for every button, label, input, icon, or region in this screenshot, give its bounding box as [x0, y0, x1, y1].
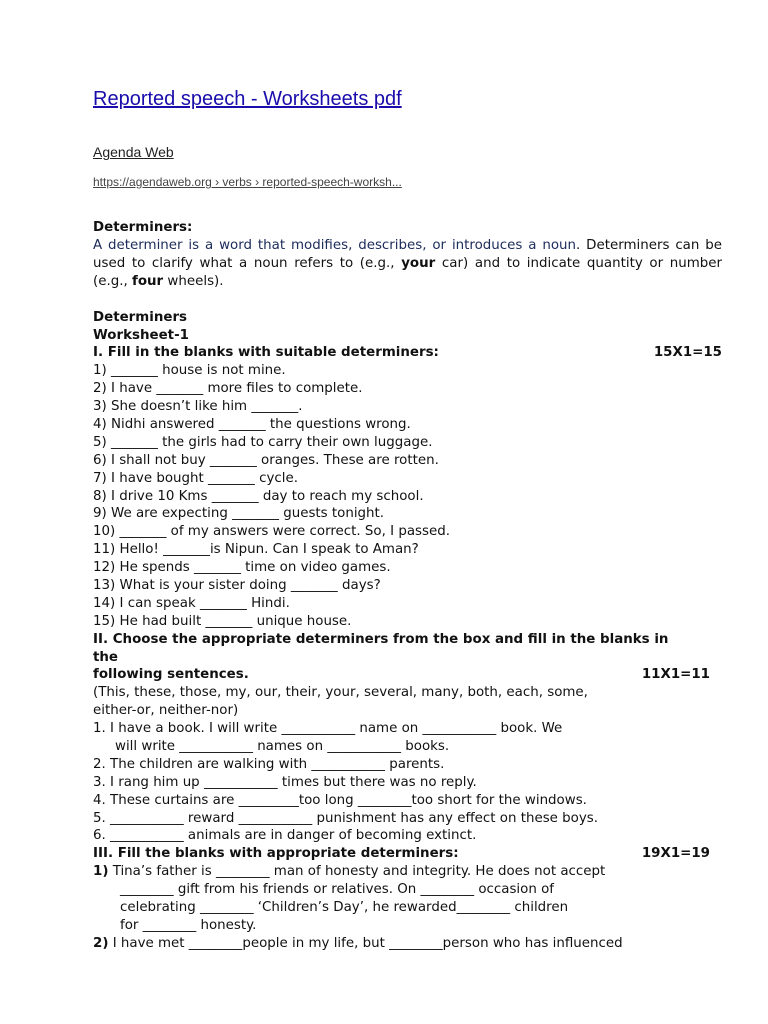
list-item: 2) I have met ________people in my life, but ________person who has influenced [93, 935, 623, 951]
list-item: 2) I have _______ more files to complete. [93, 381, 363, 397]
list-item: 4. These curtains are _________too long ________too short for the windows. [93, 792, 587, 808]
list-item: 1. I have a book. I will write ___________ name on ___________ book. We [93, 721, 563, 737]
intro-heading: Determiners: [93, 220, 193, 235]
section2-title-row [93, 666, 722, 684]
section2-options: (This, these, those, my, our, their, your, several, many, both, each, some, [93, 685, 588, 701]
section3-title: III. Fill the blanks with appropriate determiners: [93, 846, 459, 862]
section2-title: II. Choose the appropriate determiners from the box and fill in the blanks in [93, 631, 669, 647]
list-item-cont: ________ gift from his friends or relatives. On ________ occasion of [120, 882, 554, 898]
section1-title: I. Fill in the blanks with suitable determiners: [93, 345, 439, 361]
list-item: 4) Nidhi answered _______ the questions wrong. [93, 416, 411, 432]
list-item: 7) I have bought _______ cycle. [93, 470, 298, 486]
list-item-cont: for ________ honesty. [120, 917, 257, 933]
list-item: 3. I rang him up ___________ times but there was no reply. [93, 774, 477, 790]
list-item: 5. ___________ reward ___________ punishment has any effect on these boys. [93, 810, 599, 826]
intro-paragraph: A determiner is a word that modifies, describes, or introduces a noun. Determiners can be used to clarify what a noun refers to (e.g., your car) and to indicate quantity or number (e.g., four wheels). [93, 237, 723, 289]
section2-options-cont: either-or, neither-nor) [93, 703, 239, 719]
worksheet-heading: Determiners [93, 309, 188, 325]
result-title-link[interactable]: Reported speech - Worksheets pdf [93, 88, 402, 110]
section2-marks: 11X1=11 [641, 667, 710, 683]
site-name-link[interactable]: Agenda Web [93, 144, 174, 160]
list-item: 12) He spends _______ time on video games. [93, 560, 391, 576]
section2-title-end: following sentences. [93, 667, 249, 683]
document-body [93, 219, 722, 953]
list-item-cont: will write ___________ names on ___________ books. [115, 738, 450, 754]
list-item: 10) _______ of my answers were correct. So, I passed. [93, 524, 450, 540]
list-item-cont: celebrating ________ ‘Children’s Day’, he rewarded________ children [120, 900, 569, 915]
list-item: 5) _______ the girls had to carry their own luggage. [93, 434, 433, 450]
worksheet-subheading: Worksheet-1 [93, 327, 189, 343]
list-item: 13) What is your sister doing _______ days? [93, 577, 381, 593]
list-item: 3) She doesn’t like him _______. [93, 399, 303, 415]
section1-title-row [93, 344, 722, 362]
list-item: 2. The children are walking with ___________ parents. [93, 756, 445, 772]
list-item: 6. ___________ animals are in danger of becoming extinct. [93, 828, 477, 844]
list-item: 1) _______ house is not mine. [93, 363, 286, 379]
section1-list [93, 362, 722, 630]
list-item: 14) I can speak _______ Hindi. [93, 595, 290, 611]
list-item: 15) He had built _______ unique house. [93, 613, 352, 629]
section3-title-row [93, 845, 722, 863]
section1-marks: 15X1=15 [653, 345, 722, 361]
section2-title-cont: the [93, 649, 119, 665]
list-item: 1) Tina’s father is ________ man of honesty and integrity. He does not accept [93, 864, 606, 880]
result-url-link[interactable]: https://agendaweb.org › verbs › reported-speech-worksh... [93, 175, 402, 189]
section3-marks: 19X1=19 [641, 846, 710, 862]
list-item: 9) We are expecting _______ guests tonight. [93, 506, 385, 522]
list-item: 11) Hello! _______is Nipun. Can I speak to Aman? [93, 542, 419, 558]
determiner-definition: A determiner is a word that modifies, describes, or introduces a noun [93, 237, 577, 253]
list-item: 6) I shall not buy _______ oranges. These are rotten. [93, 452, 439, 468]
list-item: 8) I drive 10 Kms _______ day to reach my school. [93, 488, 424, 504]
